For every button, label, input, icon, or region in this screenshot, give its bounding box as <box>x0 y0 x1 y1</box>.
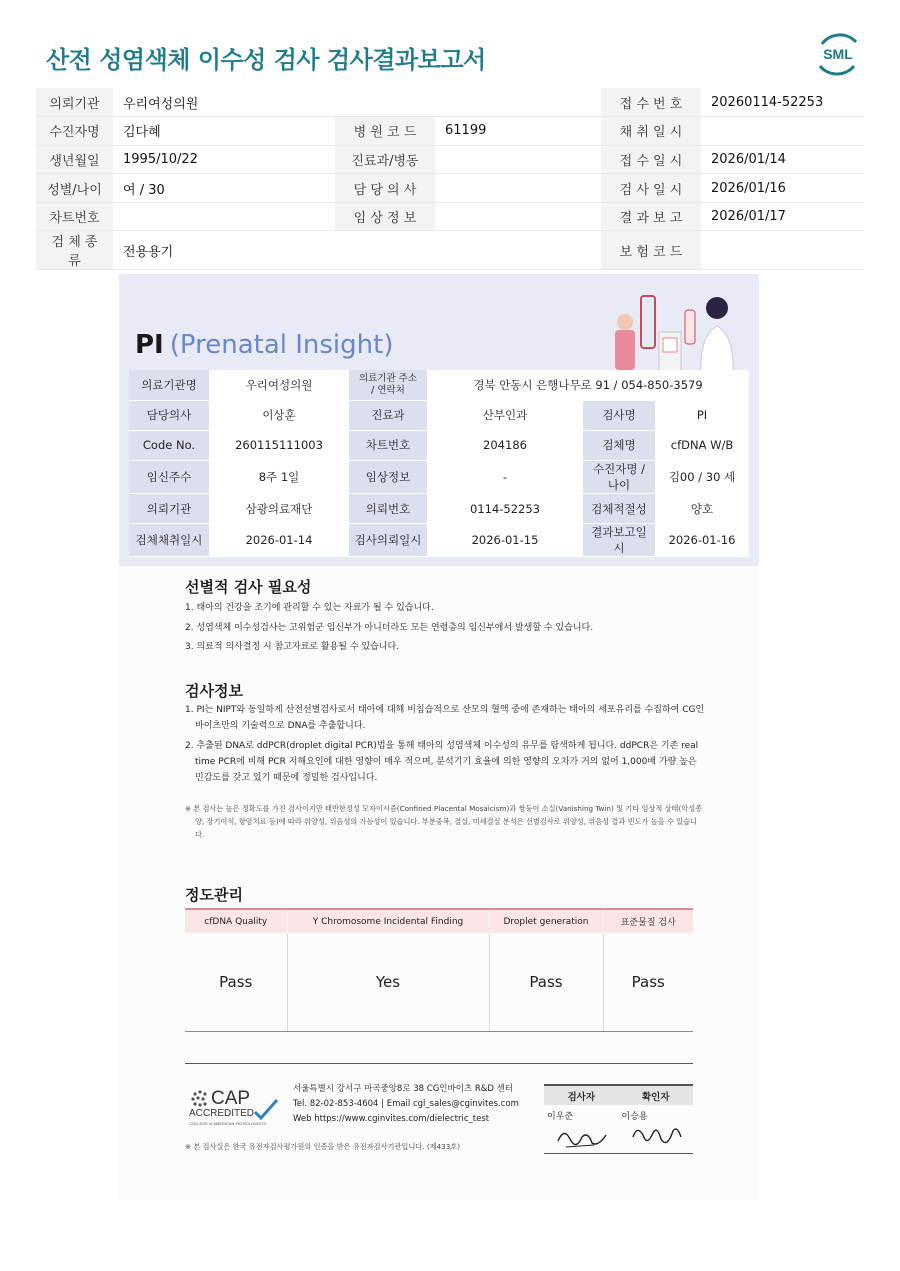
info-label: 접 수 번 호 <box>601 88 701 117</box>
pi-value: 이상훈 <box>209 400 349 430</box>
pi-value: 경북 안동시 은행나무로 91 / 054-850-3579 <box>427 370 749 400</box>
info-row <box>36 117 864 146</box>
qc-header: Y Chromosome Incidental Finding <box>287 909 489 933</box>
pi-value: 2026-01-16 <box>655 524 749 557</box>
pi-label: 결과보고일시 <box>583 524 655 557</box>
pi-label: 의료기관명 <box>129 370 209 400</box>
footer-divider <box>185 1063 693 1064</box>
info-label: 접 수 일 시 <box>601 145 701 174</box>
qc-table <box>185 908 693 1032</box>
info-value <box>701 117 864 146</box>
lab-address <box>293 1082 519 1127</box>
pi-label: 검체채취일시 <box>129 524 209 557</box>
pi-report-panel <box>119 274 759 1200</box>
qc-value: Pass <box>489 933 603 1031</box>
pi-label: 의뢰기관 <box>129 494 209 524</box>
svg-text:COLLEGE of AMERICAN PATHOLOGIS: COLLEGE of AMERICAN PATHOLOGISTS <box>189 1121 266 1126</box>
pi-value: 2026-01-15 <box>427 524 583 557</box>
pi-value: 0114-52253 <box>427 494 583 524</box>
qc-header: 표준물질 검사 <box>603 909 693 933</box>
info-label: 담 당 의 사 <box>335 174 435 203</box>
info-row <box>36 145 864 174</box>
pi-row <box>129 524 749 557</box>
info-value <box>701 231 864 270</box>
info-value <box>113 202 335 231</box>
info-value <box>435 231 601 270</box>
sign-header: 검사자 <box>544 1085 619 1105</box>
info-value <box>435 145 601 174</box>
pi-value: 김00 / 30 세 <box>655 461 749 494</box>
signer-name: 이우준 <box>547 1112 574 1122</box>
info-label: 결 과 보 고 <box>601 202 701 231</box>
address-line: Web https://www.cginvites.com/dielectric_test <box>293 1114 490 1124</box>
info-label: 검 사 일 시 <box>601 174 701 203</box>
info-label: 진료과/병동 <box>335 145 435 174</box>
pi-value: cfDNA W/B <box>655 430 749 460</box>
signer-name: 이승용 <box>621 1112 648 1122</box>
list-item: 2. 성염색체 이수성검사는 고위험군 임신부가 아니더라도 모든 연령층의 임신부에서 발생할 수 있습니다. <box>185 623 594 633</box>
pi-label: 진료과 <box>349 400 427 430</box>
pi-value: 우리여성의원 <box>209 370 349 400</box>
pi-label: 검사명 <box>583 400 655 430</box>
pi-label: 차트번호 <box>349 430 427 460</box>
pi-label: 의뢰번호 <box>349 494 427 524</box>
signer-cell <box>544 1105 619 1153</box>
qc-value: Yes <box>287 933 489 1031</box>
info-value: 20260114-52253 <box>701 88 864 117</box>
qc-header: cfDNA Quality <box>185 909 287 933</box>
necessity-title: 선별적 검사 필요성 <box>185 578 312 596</box>
address-line: 서울특별시 강서구 마곡중앙8로 38 CG인바이츠 R&D 센터 <box>293 1084 514 1094</box>
pi-row <box>129 461 749 494</box>
pi-label: 담당의사 <box>129 400 209 430</box>
info-label <box>335 231 435 270</box>
info-value <box>435 174 601 203</box>
info-value: 우리여성의원 <box>113 88 335 117</box>
patient-info-table <box>36 88 864 270</box>
svg-text:CAP: CAP <box>211 1088 251 1109</box>
list-item: 1. PI는 NIPT와 동일하게 산전선별검사로서 태아에 대해 비침습적으로 산모의 혈액 중에 존재하는 태아의 세포유리를 수집하여 CG인바이츠만의 기술력으로 DNA를 추출합니다. <box>185 705 705 731</box>
info-value: 2026/01/16 <box>701 174 864 203</box>
pi-value: - <box>427 461 583 494</box>
pi-value: 204186 <box>427 430 583 460</box>
info-value <box>435 202 601 231</box>
signature-image <box>629 1121 685 1151</box>
pi-info-table <box>129 370 749 557</box>
pi-label: 검체적절성 <box>583 494 655 524</box>
pi-label: 임상정보 <box>349 461 427 494</box>
address-line: Tel. 82-02-853-4604 | Email cgl_sales@cginvites.com <box>293 1099 519 1109</box>
list-item: 1. 태아의 건강을 조기에 관리할 수 있는 자료가 될 수 있습니다. <box>185 603 434 613</box>
pi-value: PI <box>655 400 749 430</box>
info-value: 김다혜 <box>113 117 335 146</box>
info-label: 검 체 종 류 <box>36 231 113 270</box>
sml-logo <box>812 28 864 80</box>
signature-image <box>554 1121 610 1151</box>
info-label: 채 취 일 시 <box>601 117 701 146</box>
info-label: 병 원 코 드 <box>335 117 435 146</box>
qc-title: 정도관리 <box>185 886 243 904</box>
info-label: 성별/나이 <box>36 174 113 203</box>
pi-value: 삼광의료재단 <box>209 494 349 524</box>
pi-label: Code No. <box>129 430 209 460</box>
info-value: 1995/10/22 <box>113 145 335 174</box>
pi-value: 양호 <box>655 494 749 524</box>
info-value: 61199 <box>435 117 601 146</box>
list-item: 2. 추출된 DNA로 ddPCR(droplet digital PCR)법을 통해 태아의 성염색체 이수성의 유무를 탐색하게 됩니다. ddPCR은 기존 real time PCR에 비해 PCR 저해요인에 대한 영향이 매우 적으며, 분석기기 효율에 의한 영향의 오차가 거의 없어 1,000배 가량 높은 민감도를 갖고 있기 때문에 정밀한 검사입니다. <box>185 741 699 783</box>
info-label: 수진자명 <box>36 117 113 146</box>
pi-label: 의료기관 주소 / 연락처 <box>349 370 427 400</box>
lab-illustration <box>607 286 747 378</box>
info-label <box>335 88 435 117</box>
signature-table <box>544 1084 693 1154</box>
pi-title-bold: PI <box>135 330 164 360</box>
pi-row <box>129 494 749 524</box>
report-title: 산전 성염색체 이수성 검사 검사결과보고서 <box>46 46 486 74</box>
pi-label: 검사의뢰일시 <box>349 524 427 557</box>
list-item: 3. 의료적 의사결정 시 참고자료로 활용될 수 있습니다. <box>185 642 400 652</box>
qc-header: Droplet generation <box>489 909 603 933</box>
info-value: 2026/01/14 <box>701 145 864 174</box>
sml-logo-text: SML <box>823 46 853 62</box>
pi-label: 수진자명 / 나이 <box>583 461 655 494</box>
info-label: 차트번호 <box>36 202 113 231</box>
info-row <box>36 231 864 270</box>
info-value <box>435 88 601 117</box>
pi-label: 검체명 <box>583 430 655 460</box>
certification-note: ※ 본 검사실은 한국 유전자검사평가원의 인증을 받은 유전자검사기관입니다. (제433호) <box>185 1142 461 1151</box>
sign-header: 확인자 <box>619 1085 694 1105</box>
info-label: 보 험 코 드 <box>601 231 701 270</box>
signer-cell <box>619 1105 694 1153</box>
test-info-title: 검사정보 <box>185 682 243 700</box>
info-label: 임 상 정 보 <box>335 202 435 231</box>
info-row <box>36 202 864 231</box>
info-value: 2026/01/17 <box>701 202 864 231</box>
info-value: 여 / 30 <box>113 174 335 203</box>
pi-row <box>129 430 749 460</box>
cap-accredited-logo <box>187 1084 283 1130</box>
pi-value: 8주 1일 <box>209 461 349 494</box>
qc-value: Pass <box>603 933 693 1031</box>
pi-label: 임신주수 <box>129 461 209 494</box>
pi-value: 2026-01-14 <box>209 524 349 557</box>
info-label: 의뢰기관 <box>36 88 113 117</box>
pi-value: 260115111003 <box>209 430 349 460</box>
pi-title-sub: (Prenatal Insight) <box>169 330 394 360</box>
info-row <box>36 88 864 117</box>
info-row <box>36 174 864 203</box>
pi-row <box>129 400 749 430</box>
pi-header <box>119 274 759 566</box>
info-value: 전용용기 <box>113 231 335 270</box>
pi-title <box>135 330 393 360</box>
pi-row <box>129 370 749 400</box>
qc-value: Pass <box>185 933 287 1031</box>
disclaimer-note: ※ 본 검사는 높은 정확도를 가진 검사이지만 태반한정성 모자이시즘(Confined Placental Mosaicism)과 쌍둥이 소실(Vanishing Twin) 및 기타 임상적 상태(악성종양, 장기이식, 항암치료 등)에 따라 위양성, 위음성의 가능성이 있습니다. 부분중복, 결실, 미세결실 분석은 선별검사로 위양성, 위음성 결과 빈도가 높을 수 있습니다. <box>185 804 703 839</box>
info-label: 생년월일 <box>36 145 113 174</box>
svg-text:ACCREDITED: ACCREDITED <box>189 1108 255 1119</box>
pi-value: 산부인과 <box>427 400 583 430</box>
